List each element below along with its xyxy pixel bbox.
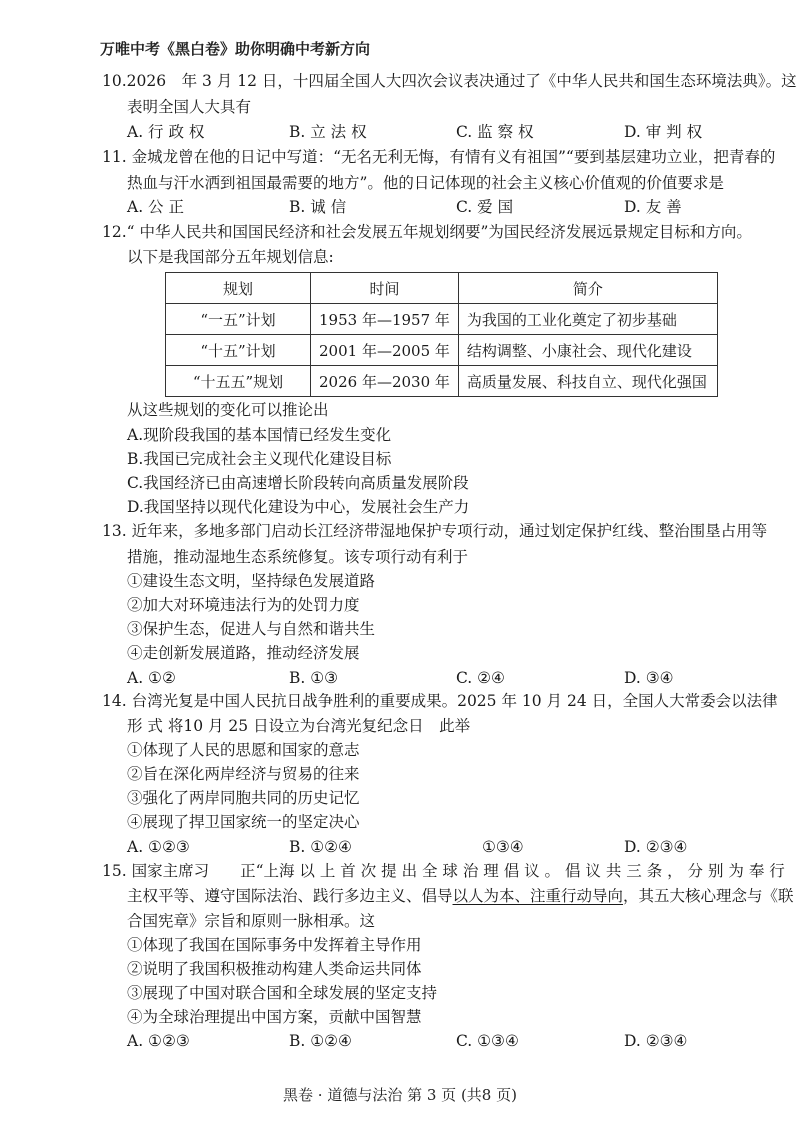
q13-option-c: C. ②④ (456, 669, 505, 687)
q15-option-c: C. ①③④ (456, 1032, 519, 1050)
q15-item-3: ③展现了中国对联合国和全球发展的坚定支持 (127, 984, 438, 1002)
q10-option-c: C. 监 察 权 (456, 123, 534, 141)
q12-option-b: B.我国已完成社会主义现代化建设目标 (127, 450, 392, 468)
page-header: 万唯中考《黑白卷》助你明确中考新方向 (100, 40, 371, 58)
page-footer: 黑卷 · 道德与法治 第 3 页 (共8 页) (283, 1086, 517, 1104)
q14-option-a: A. ①②③ (127, 838, 190, 856)
table-cell-plan: “十五”计划 (166, 335, 311, 366)
q15-stem-line2 (127, 885, 794, 907)
q14-option-c: ①③④ (482, 838, 524, 856)
q13-item-3: ③保护生态，促进人与自然和谐共生 (127, 620, 376, 638)
table-cell-time: 2026 年—2030 年 (311, 366, 459, 397)
q12-option-c: C.我国经济已由高速增长阶段转向高质量发展阶段 (127, 474, 469, 492)
q13-item-4: ④走创新发展道路，推动经济发展 (127, 644, 360, 662)
q10-option-b: B. 立 法 权 (289, 123, 367, 141)
five-year-plan-table (165, 272, 718, 397)
table-header-plan: 规划 (166, 273, 311, 304)
q15-line2-part3: ，其五大核心理念与《联 (623, 887, 794, 905)
q15-stem-line1: 15. 国家主席习 正“上海 以 上 首 次 提 出 全 球 治 理 倡 议 。 倡 议 共 三 条 ， 分 别 为 奉 行 (102, 862, 785, 880)
q15-stem-line3: 合国宪章》宗旨和原则一脉相承。这 (127, 912, 376, 930)
table-cell-plan: “十五五”规划 (166, 366, 311, 397)
table-header-time: 时间 (311, 273, 459, 304)
q13-item-1: ①建设生态文明，坚持绿色发展道路 (127, 572, 376, 590)
q14-option-b: B. ①②④ (289, 838, 352, 856)
q14-stem-line1: 14. 台湾光复是中国人民抗日战争胜利的重要成果。2025 年 10 月 24 日，全国人大常委会以法律 (102, 692, 778, 710)
q14-stem-line2: 形 式 将10 月 25 日设立为台湾光复纪念日 此举 (127, 717, 471, 735)
q13-item-2: ②加大对环境违法行为的处罚力度 (127, 596, 360, 614)
q14-item-4: ④展现了捍卫国家统一的坚定决心 (127, 813, 360, 831)
q14-item-3: ③强化了两岸同胞共同的历史记忆 (127, 789, 360, 807)
q11-option-a: A. 公 正 (127, 198, 184, 216)
q12-stem-line3: 从这些规划的变化可以推论出 (127, 401, 329, 419)
q13-option-b: B. ①③ (289, 669, 339, 687)
table-row (166, 335, 718, 366)
table-cell-time: 1953 年—1957 年 (311, 304, 459, 335)
q11-stem-line1: 11. 金城龙曾在他的日记中写道：“无名无利无悔，有情有义有祖国”“要到基层建功立业，把青春的 (102, 148, 776, 166)
q14-option-d: D. ②③④ (624, 838, 688, 856)
q13-option-d: D. ③④ (624, 669, 674, 687)
q11-option-d: D. 友 善 (624, 198, 682, 216)
q14-item-1: ①体现了人民的思愿和国家的意志 (127, 741, 360, 759)
table-row (166, 366, 718, 397)
q15-option-d: D. ②③④ (624, 1032, 688, 1050)
table-header-intro: 简介 (458, 273, 717, 304)
q15-item-1: ①体现了我国在国际事务中发挥着主导作用 (127, 936, 422, 954)
q10-option-d: D. 审 判 权 (624, 123, 703, 141)
q12-stem-line1: 12.“ 中华人民共和国国民经济和社会发展五年规划纲要”为国民经济发展远景规定目标和方向。 (102, 223, 752, 241)
table-header-row (166, 273, 718, 304)
table-cell-intro: 高质量发展、科技自立、现代化强国 (458, 366, 717, 397)
q15-option-b: B. ①②④ (289, 1032, 352, 1050)
q12-option-d: D.我国坚持以现代化建设为中心，发展社会生产力 (127, 498, 470, 516)
q13-option-a: A. ①② (127, 669, 176, 687)
q15-option-a: A. ①②③ (127, 1032, 190, 1050)
table-cell-time: 2001 年—2005 年 (311, 335, 459, 366)
q10-stem-line2: 表明全国人大具有 (127, 98, 252, 116)
q14-item-2: ②旨在深化两岸经济与贸易的往来 (127, 765, 360, 783)
q11-option-b: B. 诚 信 (289, 198, 347, 216)
table-cell-plan: “一五”计划 (166, 304, 311, 335)
q12-option-a: A.现阶段我国的基本国情已经发生变化 (127, 426, 392, 444)
q13-stem-line1: 13. 近年来，多地多部门启动长江经济带湿地保护专项行动，通过划定保护红线、整治围垦占用等 (102, 522, 768, 540)
q11-stem-line2: 热血与汗水洒到祖国最需要的地方”。他的日记体现的社会主义核心价值观的价值要求是 (127, 174, 724, 192)
table-row (166, 304, 718, 335)
q15-underlined-phrase: 以人为本、注重行动导向 (452, 887, 624, 905)
q15-item-2: ②说明了我国积极推动构建人类命运共同体 (127, 960, 422, 978)
q10-stem-line1: 10.2026 年 3 月 12 日，十四届全国人大四次会议表决通过了《中华人民共和国生态环境法典》。这 (102, 72, 797, 90)
table-cell-intro: 结构调整、小康社会、现代化建设 (458, 335, 717, 366)
table-cell-intro: 为我国的工业化奠定了初步基础 (458, 304, 717, 335)
q11-option-c: C. 爱 国 (456, 198, 514, 216)
q15-line2-part1: 主权平等、遵守国际法治、践行多边主义、倡导 (127, 887, 453, 905)
q13-stem-line2: 措施，推动湿地生态系统修复。该专项行动有利于 (127, 548, 469, 566)
q12-stem-line2: 以下是我国部分五年规划信息: (127, 248, 334, 266)
q10-option-a: A. 行 政 权 (127, 123, 205, 141)
q15-item-4: ④为全球治理提出中国方案，贡献中国智慧 (127, 1008, 422, 1026)
